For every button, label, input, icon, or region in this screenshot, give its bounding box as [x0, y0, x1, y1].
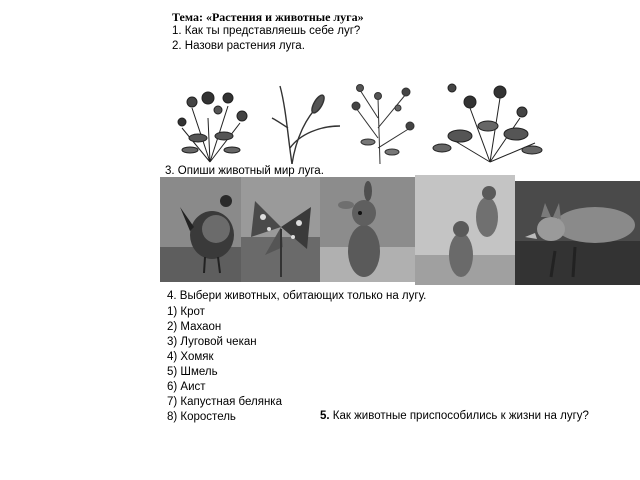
- quail-bird-photo: [160, 177, 241, 282]
- question-5-text: Как животные приспособились к жизни на лугу?: [329, 410, 589, 422]
- bush-flower-icon: [433, 84, 542, 162]
- plants-illustrations: [170, 78, 550, 164]
- flowering-herb-icon: [178, 92, 247, 162]
- question-5: [320, 410, 589, 422]
- question-4: 4. Выбери животных, обитающих только на лугу.: [167, 290, 427, 302]
- list-item: 1) Крот: [167, 306, 205, 318]
- list-item: 8) Коростель: [167, 411, 236, 423]
- butterfly-photo: [241, 177, 320, 282]
- branching-herb-icon: [352, 85, 414, 165]
- question-5-number: 5.: [320, 410, 330, 422]
- list-item: 7) Капустная белянка: [167, 396, 282, 408]
- animal-list: [167, 305, 282, 425]
- question-2: 2. Назови растения луга.: [172, 40, 305, 52]
- fox-photo: [515, 181, 640, 285]
- question-1: 1. Как ты представляешь себе луг?: [172, 25, 361, 37]
- list-item: 3) Луговой чекан: [167, 336, 257, 348]
- list-item: 4) Хомяк: [167, 351, 214, 363]
- page-title: Тема: «Растения и животные луга»: [172, 10, 364, 24]
- question-3: 3. Опиши животный мир луга.: [165, 165, 324, 177]
- grass-spike-icon: [272, 86, 340, 164]
- list-item: 2) Махаон: [167, 321, 222, 333]
- hare-photo: [320, 177, 415, 282]
- gophers-photo: [415, 175, 515, 285]
- list-item: 6) Аист: [167, 381, 206, 393]
- list-item: 5) Шмель: [167, 366, 218, 378]
